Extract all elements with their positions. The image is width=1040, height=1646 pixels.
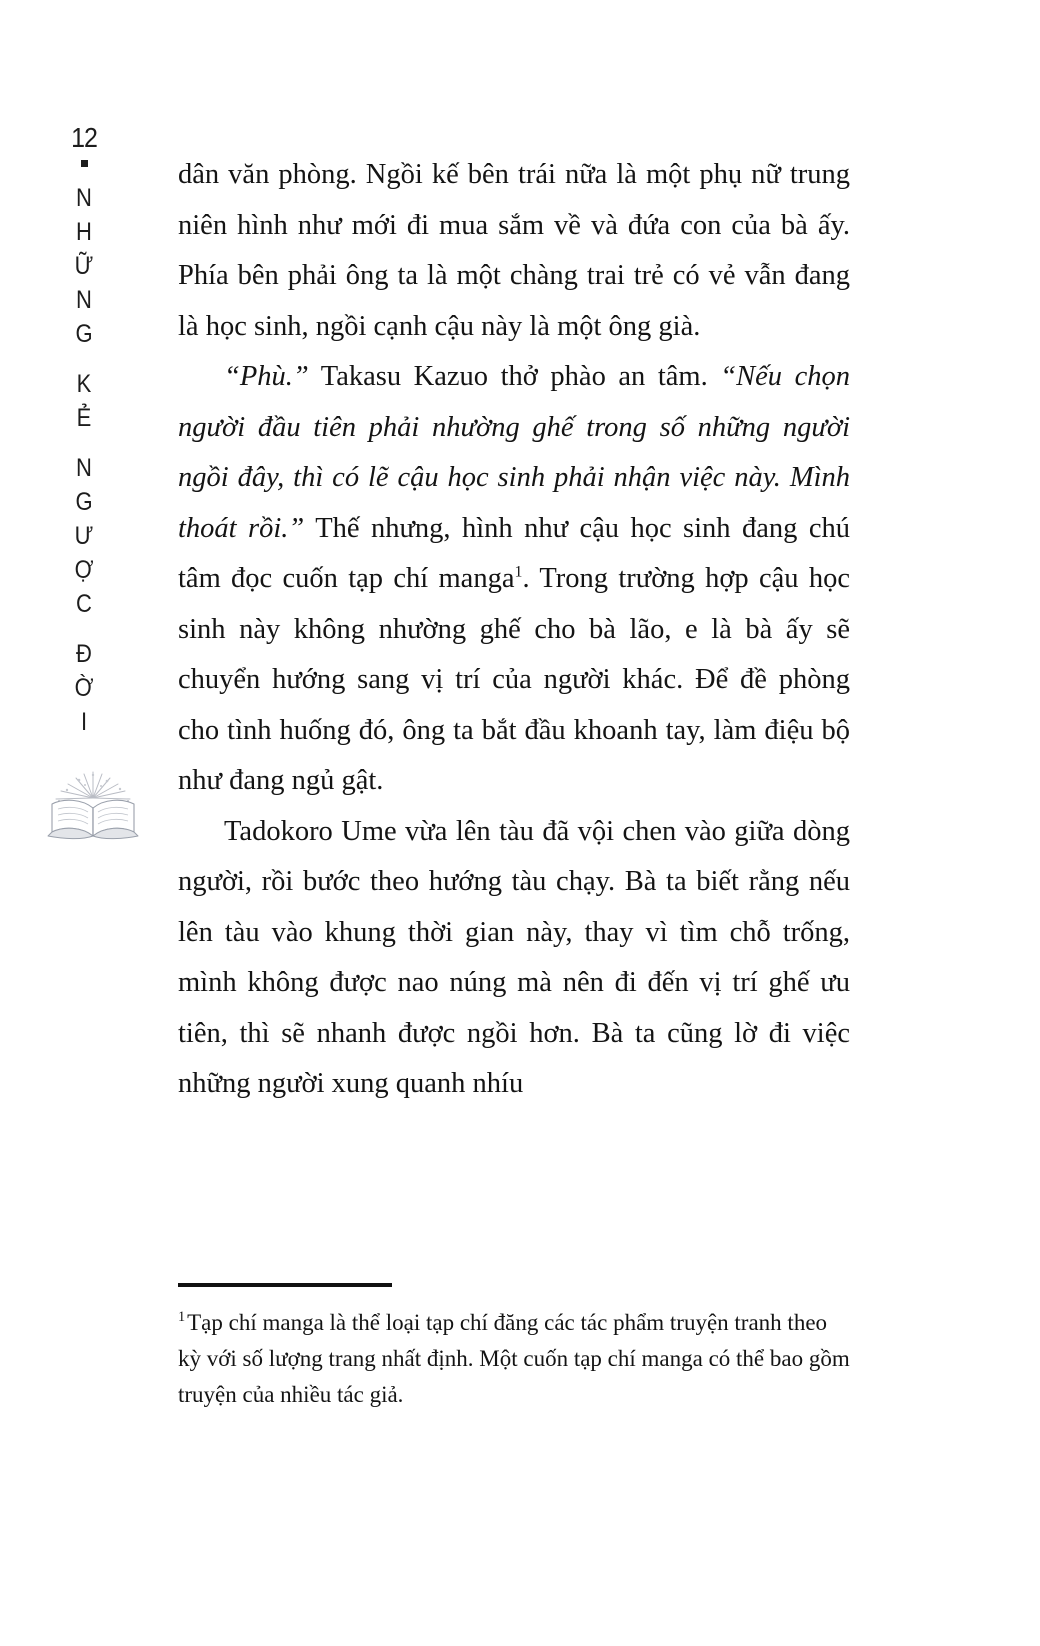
open-book-icon — [34, 768, 152, 844]
page-number: 12 — [71, 122, 97, 154]
body-text-block — [178, 150, 850, 1110]
paragraph-1 — [178, 150, 850, 352]
running-head-letter: G — [75, 319, 93, 348]
running-head-letter: N — [76, 453, 92, 482]
running-head-letter: C — [76, 589, 92, 618]
running-head-stack — [0, 122, 168, 739]
footnote-number: 1 — [178, 1309, 186, 1326]
running-head-letter: G — [75, 487, 93, 516]
running-head-separator-dot — [81, 160, 88, 167]
running-head-letter: N — [76, 183, 92, 212]
footnote-text — [178, 1305, 850, 1413]
paragraph-3-run-1: Tadokoro Ume vừa lên tàu đã vội chen vào giữa dòng người, rồi bước theo hướng tàu chạy. Bà ta biết rằng nếu lên tàu vào khung thời gian này, thay vì tìm chỗ trống, mình không được nao núng mà nên đi đến vị trí ghế ưu tiên, thì sẽ nhanh được ngồi hơn. Bà ta cũng lờ đi việc những người xung quanh nhíu — [178, 815, 850, 1099]
running-head-letter: I — [80, 707, 88, 736]
footnote-reference-marker[interactable]: 1 — [514, 563, 523, 581]
footnote-body: Tạp chí manga là thể loại tạp chí đăng các tác phẩm truyện tranh theo kỳ với số lượng trang nhất định. Một cuốn tạp chí manga có thể bao gồm truyện của nhiều tác giả. — [178, 1310, 850, 1407]
paragraph-2-run-4: Thế nhưng, hình như cậu học sinh đang chú tâm đọc cuốn tạp chí manga — [178, 512, 850, 594]
running-head-letter: Ợ — [74, 555, 94, 584]
running-head-letter: Ẻ — [76, 403, 92, 432]
paragraph-1-run-1: dân văn phòng. Ngồi kế bên trái nữa là một phụ nữ trung niên hình như mới đi mua sắm về và đứa con của bà ấy. Phía bên phải ông ta là một chàng trai trẻ có vẻ vẫn đang là học sinh, ngồi cạnh cậu này là một ông già. — [178, 159, 850, 342]
running-head-letter: K — [76, 369, 92, 398]
quote-inner-monologue: “Nếu chọn người đầu tiên phải nhường ghế trong số những người ngồi đây, thì có lẽ cậu học sinh phải nhận việc này. Mình thoát rồi.” — [178, 361, 850, 544]
running-head-letter: N — [76, 285, 92, 314]
paragraph-2 — [178, 352, 850, 807]
footnote-divider-rule — [178, 1283, 392, 1287]
running-head-letter: Ờ — [74, 673, 94, 702]
running-head-column — [0, 0, 168, 1646]
running-head-letter: Ư — [74, 521, 94, 550]
paragraph-2-run-2: Takasu Kazuo thở phào an tâm. — [308, 361, 721, 392]
paragraph-3 — [178, 807, 850, 1110]
quote-phu: “Phù.” — [224, 361, 309, 392]
running-head-letter: Đ — [76, 639, 92, 668]
running-head-letter: H — [76, 217, 92, 246]
paragraph-2-run-6: . Trong trường hợp cậu học sinh này không nhường ghế cho bà lão, e là bà ấy sẽ chuyển hướng sang vị trí của người khác. Để đề phòng cho tình huống đó, ông ta bắt đầu khoanh tay, làm điệu bộ như đang ngủ gật. — [178, 563, 850, 796]
running-head-letter: Ữ — [74, 251, 94, 280]
running-head-letters — [75, 181, 94, 739]
footnote-area — [178, 1283, 850, 1413]
